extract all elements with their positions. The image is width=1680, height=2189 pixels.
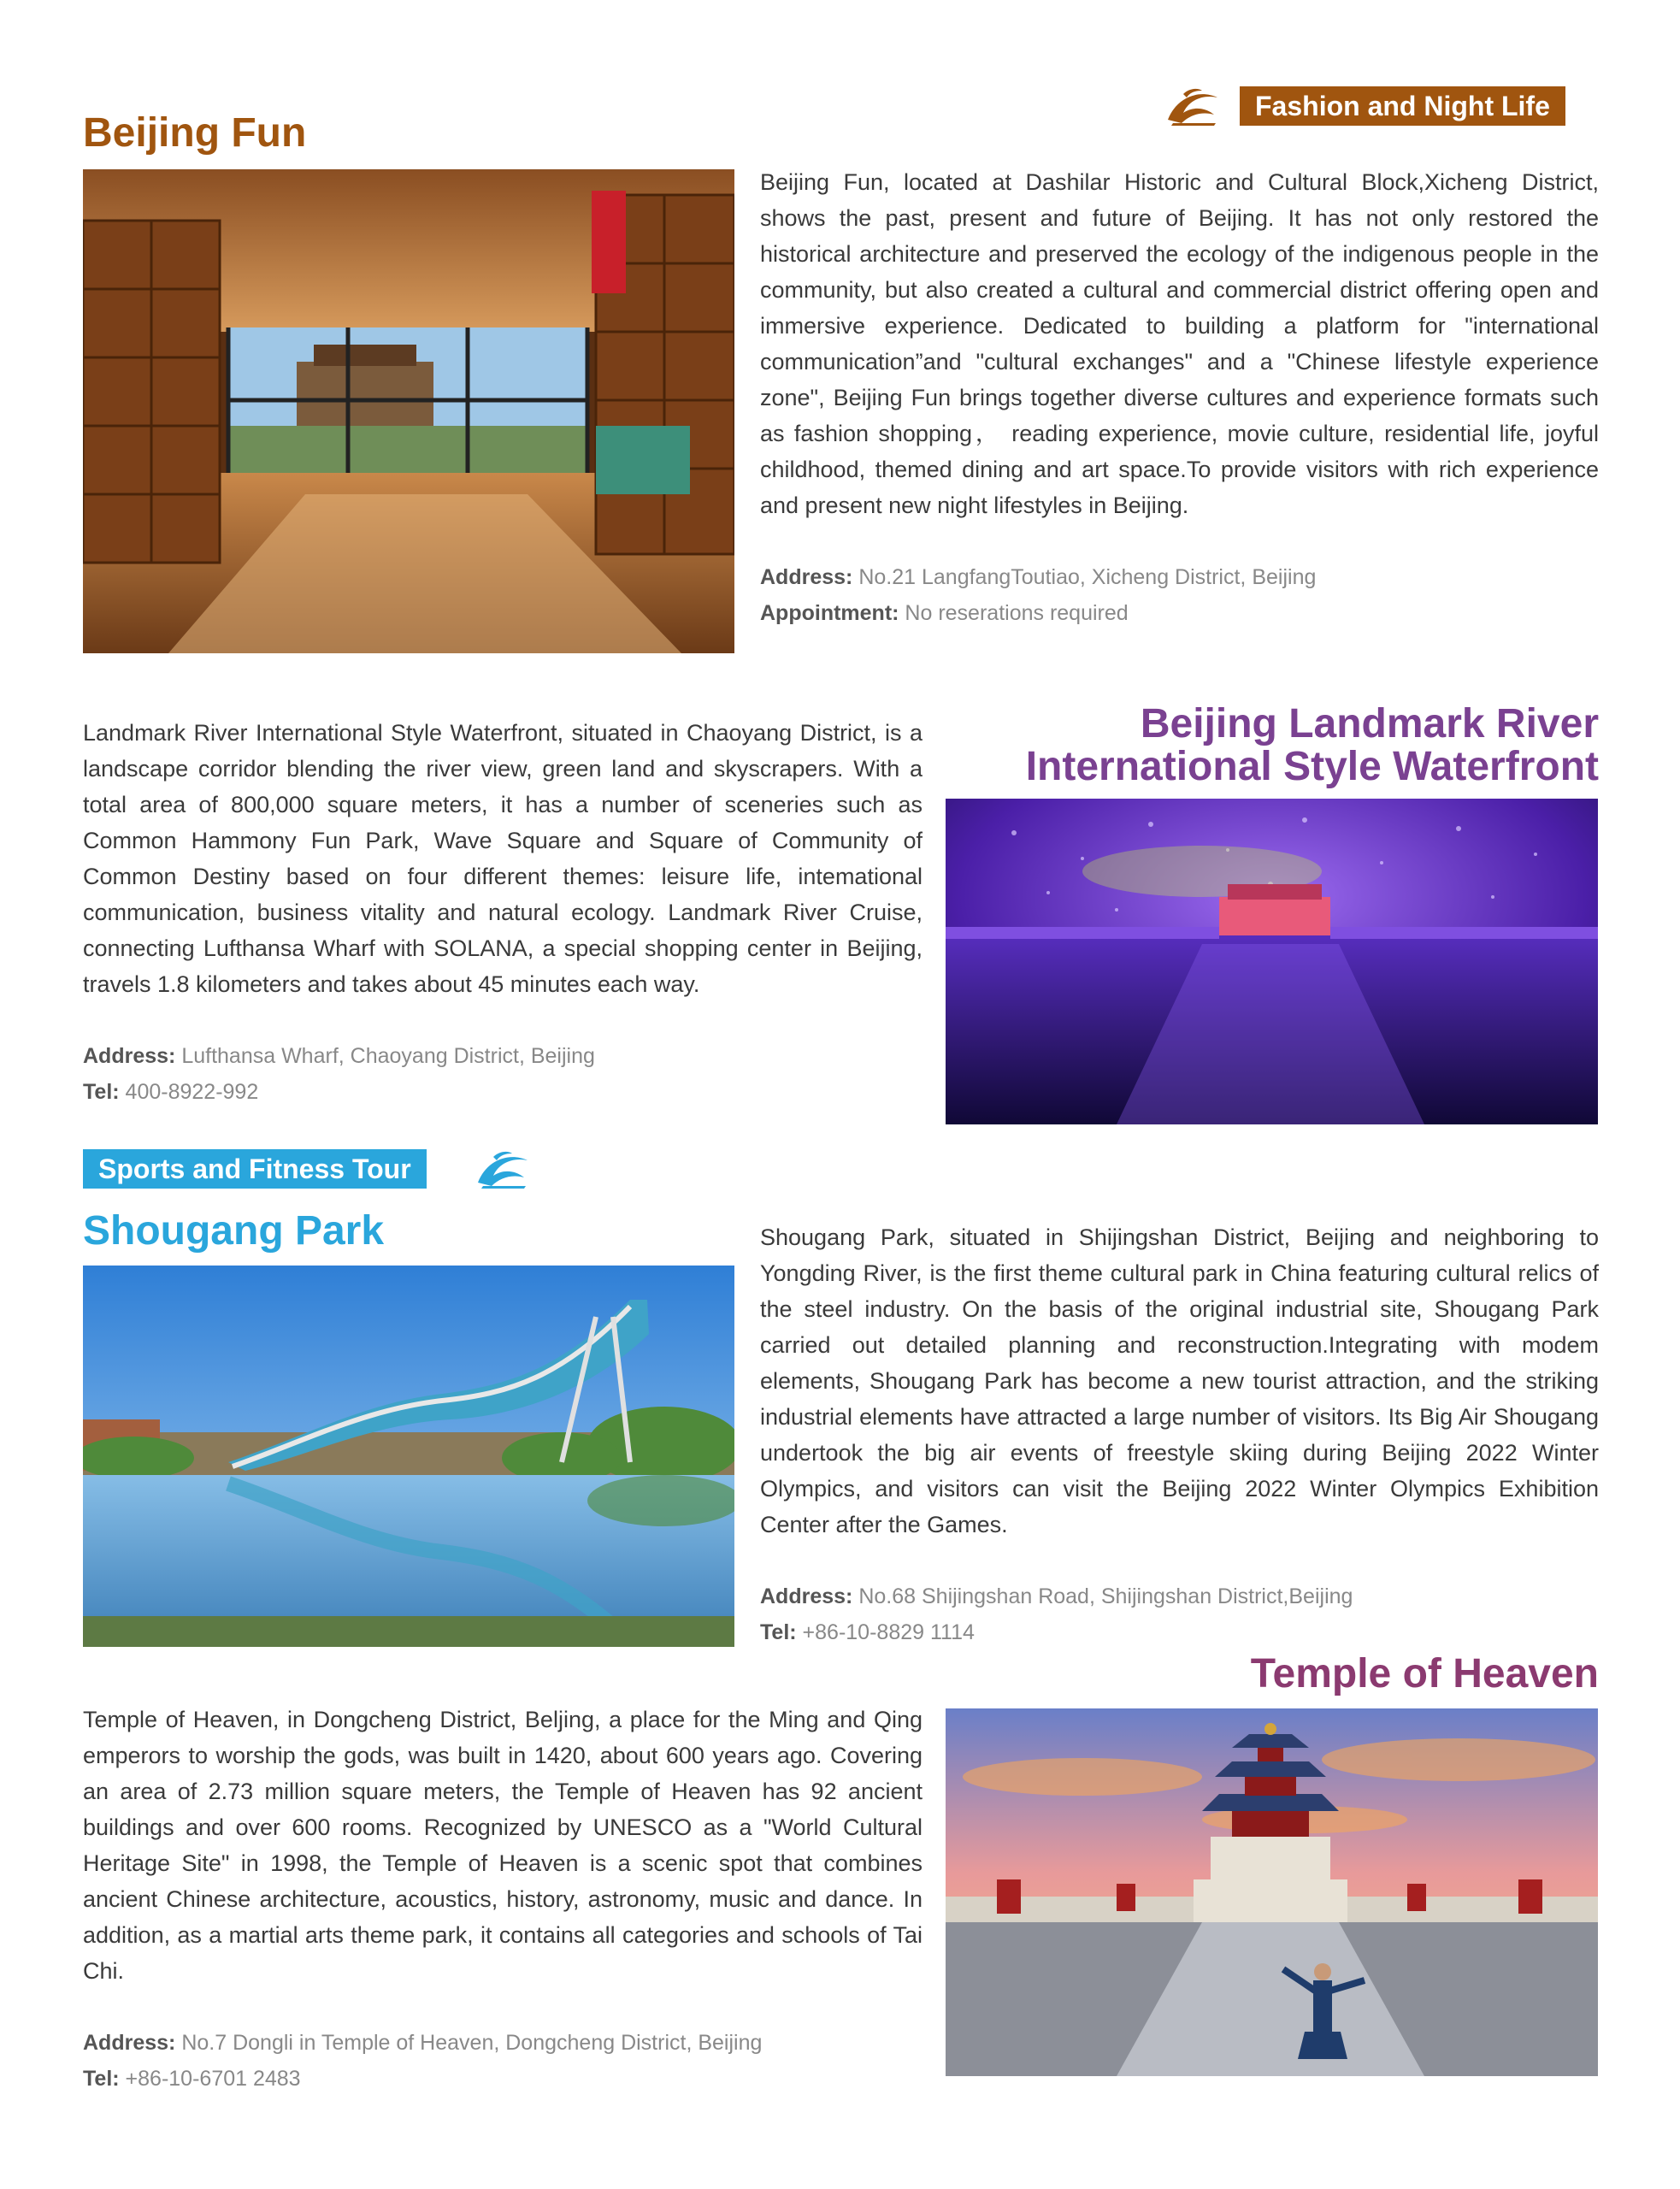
tel-value: 400-8922-992 [125,1080,259,1104]
tel-label: Tel: [760,1620,797,1644]
beijing-fun-description: Beijing Fun, located at Dashilar Historic and Cultural Block,Xicheng District, shows the past, present and future of Beijing. It has not only restored the historical architecture and preserved the ecology of the indigenous people in the community, but also created a cultural and commercial district offering open and immersive experience. Dedicated to building a platform for "international communication”and "cultural exchanges" and a "Chinese lifestyle experience zone", Beijing Fun brings together diverse cultures and experience formats such as fashion shopping， reading experience, movie culture, residential life, joyful childhood, themed dining and art space.To provide visitors with rich experience and present new night lifestyles in Beijing. [760,169,1599,518]
address-value: No.68 Shijingshan Road, Shijingshan District,Beijing [858,1584,1353,1608]
landmark-river-title-line2: International Style Waterfront [1025,744,1599,789]
shougang-park-title: Shougang Park [83,1208,385,1254]
shougang-park-address [760,1578,1599,1614]
address-value: No.21 LangfangToutiao, Xicheng District, Beijing [858,565,1317,589]
appointment-value: No reserations required [905,601,1129,625]
tel-label: Tel: [83,2067,120,2091]
swallow-logo-icon [1164,86,1221,127]
temple-of-heaven-photo [946,1708,1598,2076]
sports-section-badge: Sports and Fitness Tour [83,1149,427,1189]
address-label: Address: [83,2031,176,2055]
address-label: Address: [760,565,853,589]
landmark-river-title-line1: Beijing Landmark River [1140,701,1599,746]
landmark-river-tel [83,1074,923,1110]
landmark-river-description: Landmark River International Style Waterfront, situated in Chaoyang District, is a landscape corridor blending the river view, green land and skyscrapers. With a total area of 800,000 square meters, it has a number of sceneries such as Common Hammony Fun Park, Wave Square and Square of Community of Common Destiny based on four different themes: leisure life, intemational communication, business vitality and natural ecology. Landmark River Cruise, connecting Lufthansa Wharf with SOLANA, a special shopping center in Beijing, travels 1.8 kilometers and takes about 45 minutes each way. [83,720,923,997]
temple-of-heaven-description: Temple of Heaven, in Dongcheng District, Beljing, a place for the Ming and Qing emperors to worship the gods, was built in 1420, about 600 years ago. Covering an area of 2.73 million square meters, the Temple of Heaven has 92 ancient buildings and over 600 rooms. Recognized by UNESCO as a "World Cultural Heritage Site" in 1998, the Temple of Heaven is a scenic spot that combines ancient Chinese architecture, acoustics, history, astronomy, music and dance. In addition, as a martial arts theme park, it contains all categories and schools of Tai Chi. [83,1707,923,1984]
beijing-fun-address [760,559,1599,595]
address-label: Address: [760,1584,853,1608]
fashion-section-badge: Fashion and Night Life [1240,86,1565,126]
beijing-fun-photo [83,169,734,653]
address-value: No.7 Dongli in Temple of Heaven, Dongcheng District, Beijing [181,2031,763,2055]
landmark-river-photo [946,799,1598,1124]
shougang-park-photo [83,1266,734,1647]
appointment-label: Appointment: [760,601,899,625]
shougang-park-description: Shougang Park, situated in Shijingshan District, Beijing and neighboring to Yongding River, is the first theme cultural park in China featuring cultural relics of the steel industry. On the basis of the original industrial site, Shougang Park carried out detailed planning and reconstruction.Integrating with modem elements, Shougang Park has become a new tourist attraction, and the striking industrial elements have attracted a large number of visitors. Its Big Air Shougang undertook the big air events of freestyle skiing during Beijing 2022 Winter Olympics, and visitors can visit the Beijing 2022 Winter Olympics Exhibition Center after the Games. [760,1224,1599,1537]
shougang-park-tel [760,1614,1599,1650]
beijing-fun-appointment [760,595,1599,631]
tel-label: Tel: [83,1080,120,1104]
fashion-section-header [1164,84,1600,128]
temple-of-heaven-tel [83,2061,923,2097]
landmark-river-address [83,1038,923,1074]
beijing-fun-title: Beijing Fun [83,110,307,156]
swallow-logo-icon [475,1148,531,1189]
address-value: Lufthansa Wharf, Chaoyang District, Beijing [181,1044,595,1068]
tel-value: +86-10-8829 1114 [802,1620,975,1644]
temple-of-heaven-title: Temple of Heaven [1250,1651,1599,1696]
tel-value: +86-10-6701 2483 [125,2067,301,2091]
address-label: Address: [83,1044,176,1068]
temple-of-heaven-address [83,2025,923,2061]
sports-section-header [83,1147,545,1191]
